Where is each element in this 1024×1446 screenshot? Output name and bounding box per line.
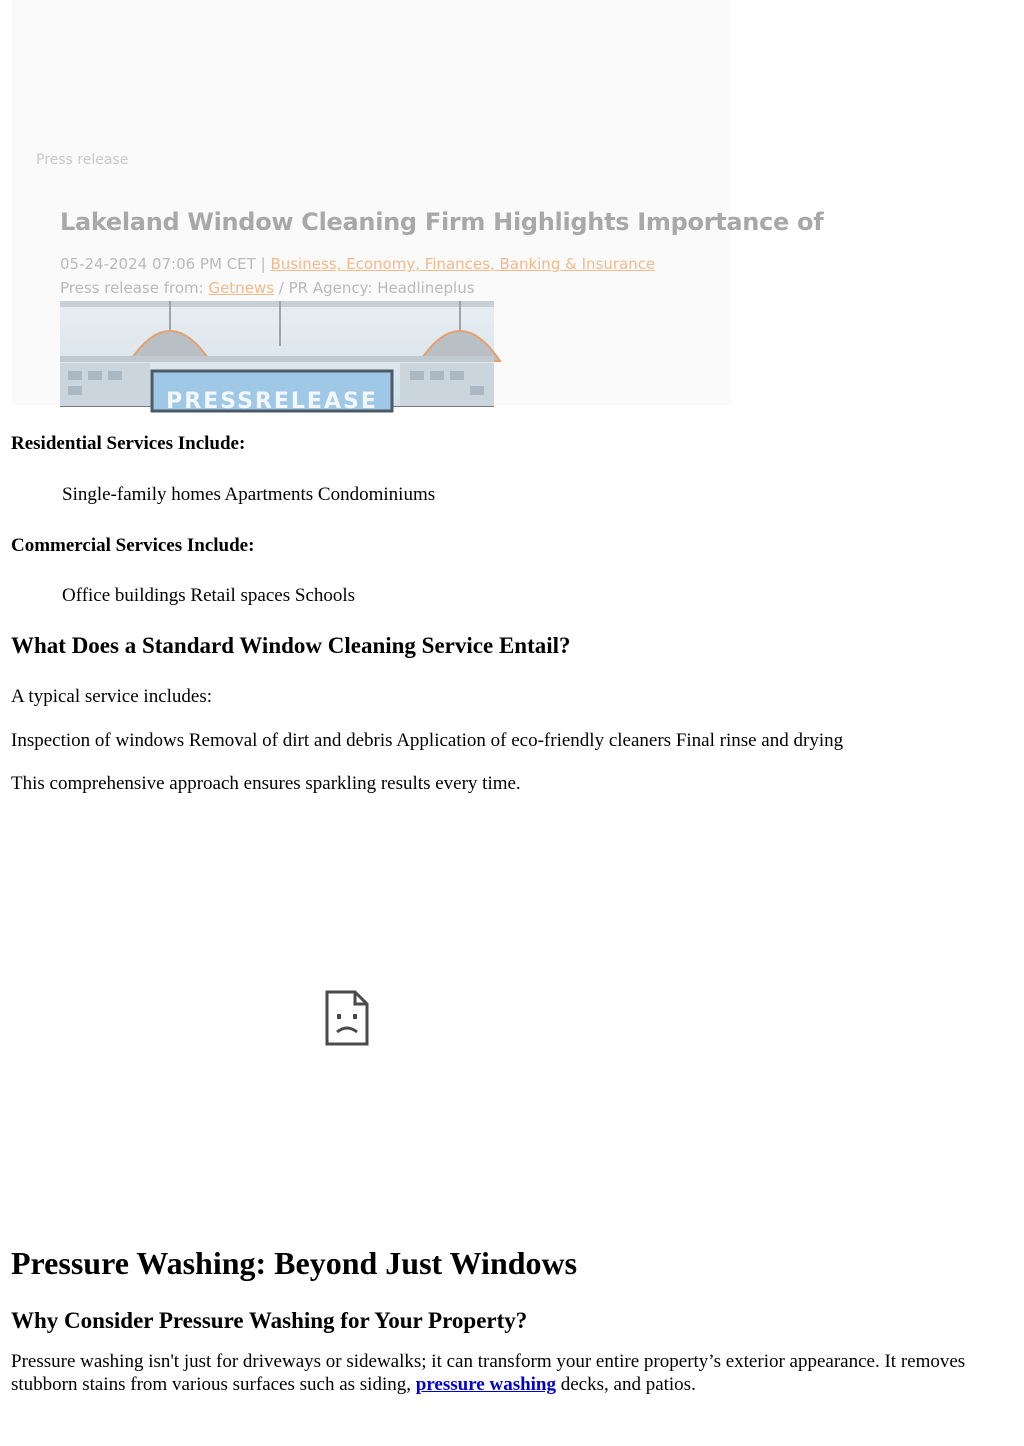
press-release-title: Lakeland Window Cleaning Firm Highlights Importance of bbox=[60, 208, 824, 236]
standard-service-heading: What Does a Standard Window Cleaning Service Entail? bbox=[11, 633, 571, 658]
press-release-image bbox=[60, 301, 494, 414]
residential-items: Single-family homes Apartments Condominiums bbox=[62, 484, 436, 505]
press-release-datetime: 05-24-2024 07:06 PM CET bbox=[60, 255, 256, 273]
pressure-para-after: decks, and patios. bbox=[556, 1374, 696, 1395]
pressure-washing-heading: Pressure Washing: Beyond Just Windows bbox=[11, 1245, 578, 1281]
typical-intro: A typical service includes: bbox=[11, 686, 213, 707]
press-release-header bbox=[12, 0, 824, 414]
residential-heading: Residential Services Include: bbox=[11, 433, 246, 454]
source-prefix: Press release from: bbox=[60, 279, 204, 297]
broken-embed-frame bbox=[11, 830, 711, 1210]
typical-items: Inspection of windows Removal of dirt and debris Application of eco-friendly cleaners Final rinse and drying bbox=[11, 730, 844, 751]
category-link[interactable]: Business, Economy, Finances, Banking & Insurance bbox=[270, 255, 656, 273]
pressure-washing-subheading: Why Consider Pressure Washing for Your Property? bbox=[11, 1308, 528, 1333]
press-release-label: Press release bbox=[36, 152, 129, 168]
press-release-source bbox=[60, 279, 475, 297]
agency-text: / PR Agency: Headlineplus bbox=[278, 279, 475, 297]
pressure-washing-paragraph bbox=[11, 1350, 1001, 1396]
pressure-washing-link[interactable]: pressure washing bbox=[415, 1374, 556, 1395]
pressure-para-before: Pressure washing isn't just for driveways or sidewalks; it can transform your entire property’s exterior appearance. It removes stubborn stains from various surfaces such as siding, bbox=[11, 1351, 966, 1395]
broken-document-icon bbox=[325, 990, 369, 1046]
commercial-items: Office buildings Retail spaces Schools bbox=[62, 585, 356, 606]
press-release-meta bbox=[60, 255, 655, 273]
source-link[interactable]: Getnews bbox=[208, 279, 275, 297]
meta-separator: | bbox=[260, 255, 266, 273]
typical-outro: This comprehensive approach ensures sparkling results every time. bbox=[11, 773, 521, 794]
commercial-heading: Commercial Services Include: bbox=[11, 535, 255, 556]
press-release-image-text: PRESSRELEASE bbox=[166, 389, 378, 414]
